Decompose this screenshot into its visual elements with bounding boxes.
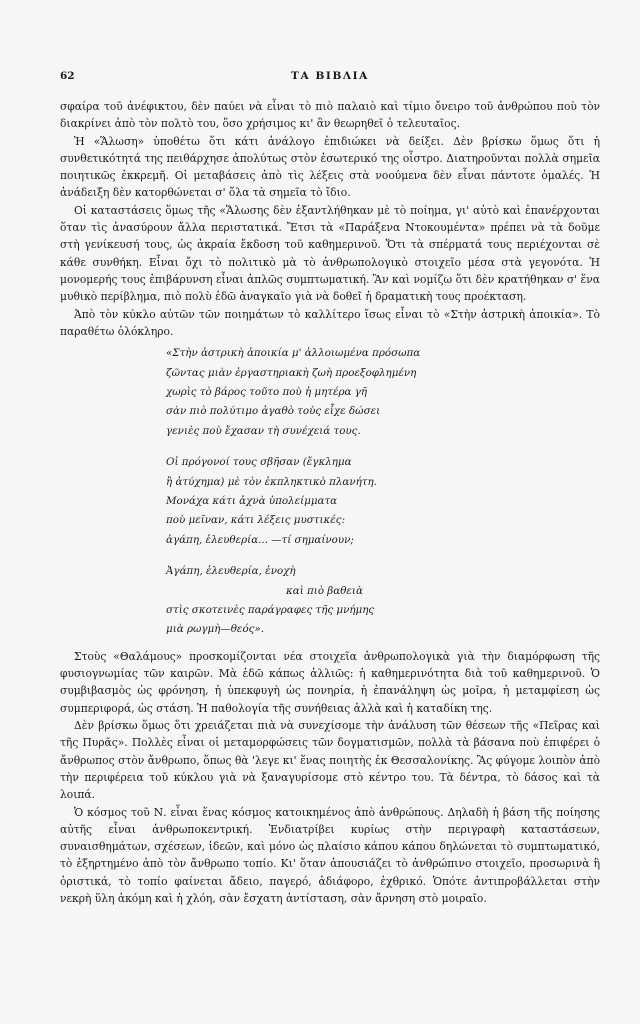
poem-stanza-2	[166, 453, 600, 550]
paragraph-continuation: σφαίρα τοῦ ἀνέφικτου, δὲν παύει νὰ εἶναι τὸ πιὸ παλαιὸ καὶ τίμιο ὄνειρο τοῦ ἀνθρώπου ποὺ τὸν διακρίνει ἀπὸ τὸν πολτὸ του, ὅσο χρήσιμος κι' ἂν θεωρηθεῖ ὁ τελευταῖος.	[60, 100, 600, 131]
poem-line: στὶς σκοτεινὲς παράγραφες τῆς μνήμης	[166, 604, 375, 617]
poem-line: ποὺ μεῖναν, κάτι λέξεις μυστικές:	[166, 514, 346, 527]
poem-line: Ἀγάπη, ἐλευθερία, ἐνοχὴ	[166, 565, 296, 578]
poem-line: γενιὲς ποὺ ἔχασαν τὴ συνέχειά τους.	[166, 424, 361, 437]
poem-line: καὶ πιὸ βαθειὰ	[286, 584, 363, 597]
paragraph-peira: Δὲν βρίσκω ὅμως ὅτι χρειάζεται πιὰ νὰ συνεχίσομε τὴν ἀνάλυση τῶν θέσεων τῆς «Πεῖρας καὶ τῆς Πυρᾶς». Πολλὲς εἶναι οἱ μεταμορφώσεις τῶν δογματισμῶν, πολλὰ τὰ βάσανα ποὺ ἐπιφέρει ὁ ἄνθρωπος στὸν ἄνθρωπο, ὅπως θὰ 'λεγε κι' ἕνας ποιητὴς ἐκ Θεσσαλονίκης. Ἂς φύγομε λοιπὸν ἀπὸ τὴν περιφέρεια τοῦ κύκλου γιὰ νὰ ξαναγυρίσομε στὸ κέντρο του. Τὰ δέντρα, τὸ δάσος καὶ τὰ λοιπά.	[60, 719, 600, 802]
paragraph-alosi: Ἡ «Ἅλωση» ὑποθέτω ὅτι κάτι ἀνάλογο ἐπιδιώκει νὰ δείξει. Δὲν βρίσκω ὅμως ὅτι ἡ συνθετικότητά της πειθάρχησε ἀπολύτως στὸν ἐσωτερικό της οἶστρο. Διατηροῦνται πολλὰ σημεῖα ποιητικῶς ἐκκρεμῆ. Οἱ μεταβάσεις ἀπὸ τὶς λέξεις στὰ νοούμενα δὲν εἶναι πάντοτε ὁμαλές. Ἡ ἀνάδειξη δὲν κατορθώνεται σ' ὅλα τὰ σημεῖα τὸ ἴδιο.	[60, 134, 600, 200]
poem-line: «Στὴν ἀστρικὴ ἀποικία μ' ἀλλοιωμένα πρόσωπα	[166, 347, 421, 360]
page-body	[60, 98, 600, 907]
poem-line: ἢ ἀτύχημα) μὲ τὸν ἐκπληκτικὸ πλανήτη.	[166, 475, 377, 488]
poem-stanza-1	[166, 344, 600, 441]
poem-line: ἀγάπη, ἐλευθερία... —τί σημαίνουν;	[166, 533, 354, 546]
poem-line: μιὰ ρωγμὴ—θεός».	[166, 623, 264, 636]
running-title: ΤΑ ΒΙΒΛΙΑ	[291, 70, 369, 82]
poem-line: ζῶντας μιὰν ἐργαστηριακὴ ζωὴ προεξοφλημένη	[166, 366, 417, 379]
paragraph-documents: Οἱ καταστάσεις ὅμως τῆς «Ἅλωσης δὲν ἐξαντλήθηκαν μὲ τὸ ποίημα, γι' αὐτὸ καὶ ἐπανέρχονται ὅταν τὶς ἀνασύρουν ἄλλα περιστατικά. Ἔτσι τὰ «Παράξενα Ντοκουμέντα» πρέπει νὰ τὰ δοῦμε στὴ γενίκευσή τους, ὡς ἀκραία ἔκδοση τοῦ καθημερινοῦ. Ὅτι τὰ σπέρματά τους περιέχονται σὲ κάθε συνθήκη. Εἶναι ὄχι τὸ πολιτικὸ μὰ τὸ ἀνθρωπολογικὸ στοιχεῖο μέσα στὰ γεγονότα. Ἡ μονομερής τους ἐπιβάρυνση εἶναι ἁπλῶς συμπτωματική. Ἂν καὶ νομίζω ὅτι δὲν κρατήθηκαν σ' ἕνα μυθικὸ περίβλημα, πιὸ πολὺ ἐδῶ ἀναγκαῖο γιὰ νὰ δοθεῖ ἡ δραματικὴ τους προέκταση.	[60, 203, 600, 304]
poem-line: χωρὶς τὸ βάρος τοῦτο ποὺ ἡ μητέρα γῆ	[166, 385, 368, 398]
page-header	[60, 70, 600, 86]
paragraph-anthropocentric: Ὁ κόσμος τοῦ Ν. εἶναι ἕνας κόσμος κατοικημένος ἀπὸ ἀνθρώπους. Δηλαδὴ ἡ βάση τῆς ποίησης αὐτῆς εἶναι ἀνθρωποκεντρική. Ἐνδιατρίβει κυρίως στὴν περιγραφὴ καταστάσεων, συναισθημάτων, σχέσεων, ἰδεῶν, καὶ μόνο ὡς πλαίσιο κάπου κάπου δηλώνεται τὸ συμπτωματικό, τὸ ἐξηρτημένο ἀπὸ τὸν ἄνθρωπο τοπίο. Κι' ὅταν ἀπουσιάζει τὸ ἀνθρώπινο στοιχεῖο, προσωρινὰ ἢ ὁριστικά, τὸ τοπίο φαίνεται ἄδειο, παγερό, ἀδιάφορο, ἐχθρικό. Ὁπότε ἀντιπροβάλλεται στὴν νεκρὴ ὕλη ἀκόμη καὶ ἡ χλόη, σὰν ἔσχατη ἀντίσταση, σὰν ἄρνηση στὸ μοιραῖο.	[60, 805, 600, 905]
poem-line: σὰν πιὸ πολύτιμο ἀγαθὸ τοὺς εἶχε δώσει	[166, 405, 381, 418]
paragraph-thalamoi: Στοὺς «Θαλάμους» προσκομίζονται νέα στοιχεῖα ἀνθρωπολογικὰ γιὰ τὴν διαμόρφωση τῆς φυσιογνωμίας τῶν καιρῶν. Μὰ ἐδῶ κάπως ἀλλιῶς: ἡ καθημερινότητα διὰ τοῦ καθημερινοῦ. Ὁ συμβιβασμὸς ὡς φρόνηση, ἡ ὑπεκφυγὴ ὡς πονηρία, ἡ ἐπανάληψη ὡς μοῖρα, ἡ μεταμφίεση ὡς συμπεριφορά, ὡς στάση. Ἡ παθολογία τῆς συνήθειας ἀλλὰ καὶ ἡ καταδίκη της.	[60, 649, 600, 715]
paragraph-poem-intro: Ἀπὸ τὸν κύκλο αὐτῶν τῶν ποιημάτων τὸ καλλίτερο ἴσως εἶναι τὸ «Στὴν ἀστρικὴ ἀποικία». Τὸ παραθέτω ὁλόκληρο.	[60, 307, 600, 338]
page-number: 62	[60, 70, 75, 82]
quoted-poem	[166, 344, 600, 640]
poem-line: Οἱ πρόγονοί τους σβῆσαν (ἔγκλημα	[166, 456, 352, 469]
poem-line: Μονάχα κάτι ἀχνὰ ὑπολείμματα	[166, 495, 338, 507]
poem-stanza-3	[166, 562, 600, 640]
